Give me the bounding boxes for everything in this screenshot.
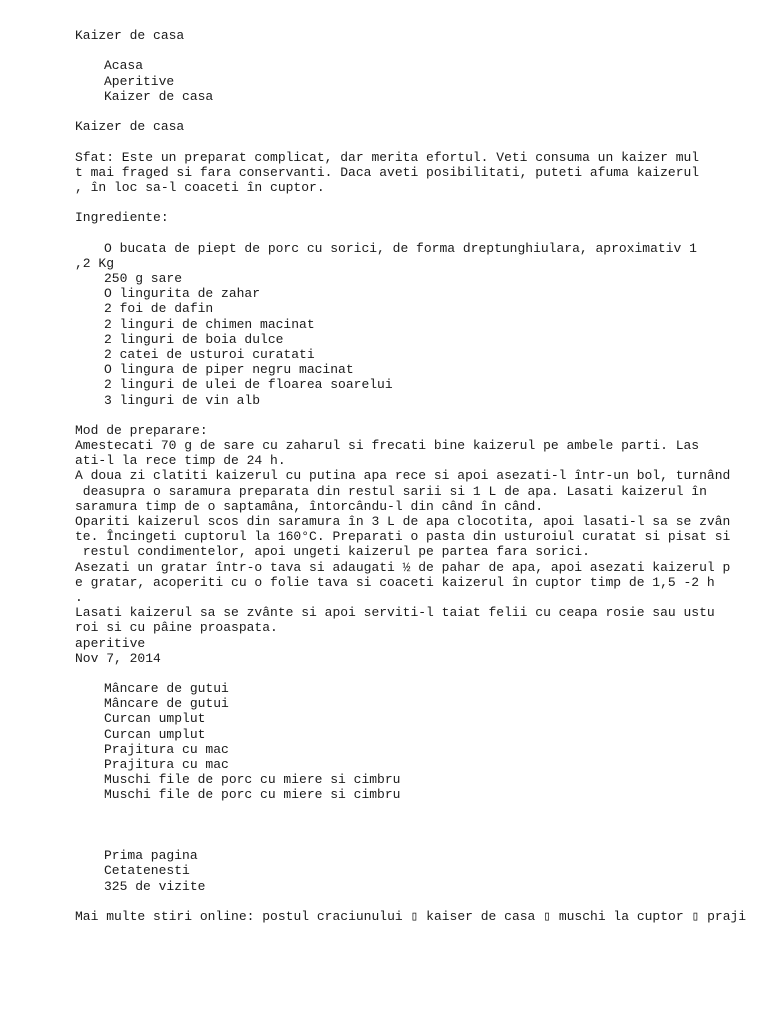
ingredient-item: 2 linguri de ulei de floarea soarelui <box>104 377 393 393</box>
related-articles <box>75 681 755 803</box>
related-article-link[interactable]: Prajitura cu mac <box>104 741 229 757</box>
method-label: Mod de preparare: <box>75 422 208 438</box>
ingredient-item-continuation: ,2 Kg <box>75 255 115 271</box>
method-text <box>75 438 755 635</box>
category-link[interactable]: aperitive <box>75 635 146 651</box>
more-news-row <box>75 909 755 924</box>
breadcrumb <box>75 58 755 104</box>
ingredient-item: 3 linguri de vin alb <box>104 392 261 408</box>
method-line: Asezati un gratar într-o tava si adaugati ½ de pahar de apa, apoi asezati kaizerul p <box>75 559 731 575</box>
more-news-link[interactable]: praji <box>707 908 747 924</box>
method-line: ati-l la rece timp de 24 h. <box>75 453 286 469</box>
related-article-link[interactable]: Mâncare de gutui <box>104 681 229 697</box>
ingredient-item: 2 linguri de chimen macinat <box>104 316 315 332</box>
method-line: Opariti kaizerul scos din saramura în 3 L de apa clocotita, apoi lasati-l sa se zvân <box>75 514 731 529</box>
ingredient-item: O lingurita de zahar <box>104 286 261 302</box>
more-news-label: Mai multe stiri online: <box>75 908 255 924</box>
method-line: A doua zi clatiti kaizerul cu putina apa rece si apoi asezati-l într-un bol, turnând <box>75 468 731 484</box>
ingredients-list <box>75 241 755 408</box>
visit-counter: 325 de vizite <box>104 878 206 894</box>
tip-line: t mai fraged si fara conservanti. Daca aveti posibilitati, puteti afuma kaizerul <box>75 164 700 180</box>
ingredient-item: 250 g sare <box>104 271 183 286</box>
ingredients-label: Ingrediente: <box>75 210 169 226</box>
method-line: roi si cu pâine proaspata. <box>75 620 278 636</box>
related-article-link[interactable]: Curcan umplut <box>104 711 206 727</box>
document-page <box>75 28 755 924</box>
related-article-link[interactable]: Prajitura cu mac <box>104 757 229 772</box>
related-article-link[interactable]: Curcan umplut <box>104 726 206 742</box>
method-line: Lasati kaizerul sa se zvânte si apoi serviti-l taiat felii cu ceapa rosie sau ustu <box>75 605 715 621</box>
method-line: deasupra o saramura preparata din restul sarii si 1 L de apa. Lasati kaizerul în <box>75 483 707 499</box>
article-heading: Kaizer de casa <box>75 119 185 135</box>
method-line: e gratar, acoperiti cu o folie tava si coaceti kaizerul în cuptor timp de 1,5 -2 h <box>75 574 715 590</box>
method-line: restul condimentelor, apoi ungeti kaizerul pe partea fara sorici. <box>75 544 590 560</box>
separator-box-icon: ▯ <box>691 908 700 924</box>
ingredient-item: 2 linguri de boia dulce <box>104 331 284 347</box>
tip-line: , în loc sa-l coaceti în cuptor. <box>75 179 325 195</box>
separator-box-icon: ▯ <box>410 908 419 924</box>
related-article-link[interactable]: Muschi file de porc cu miere si cimbru <box>104 772 401 788</box>
footer-section-link[interactable]: Cetatenesti <box>104 863 190 879</box>
method-line: saramura timp de o saptamâna, întorcându-l din când în când. <box>75 498 544 514</box>
method-line: te. Încingeti cuptorul la 160°C. Preparati o pasta din usturoiul curatat si pisat si <box>75 529 731 545</box>
page-title: Kaizer de casa <box>75 28 185 43</box>
method-line: . <box>75 589 83 605</box>
ingredient-item: 2 catei de usturoi curatati <box>104 346 315 362</box>
publish-date: Nov 7, 2014 <box>75 650 161 666</box>
breadcrumb-category-link[interactable]: Aperitive <box>104 73 175 89</box>
related-article-link[interactable]: Muschi file de porc cu miere si cimbru <box>104 787 401 803</box>
footer-home-link[interactable]: Prima pagina <box>104 848 198 864</box>
footer-nav <box>75 848 755 894</box>
related-article-link[interactable]: Mâncare de gutui <box>104 696 229 712</box>
ingredient-item: O bucata de piept de porc cu sorici, de forma dreptunghiulara, aproximativ 1 <box>104 240 697 256</box>
ingredient-item: O lingura de piper negru macinat <box>104 362 354 378</box>
separator-box-icon: ▯ <box>543 908 551 924</box>
breadcrumb-current: Kaizer de casa <box>104 88 214 104</box>
breadcrumb-home-link[interactable]: Acasa <box>104 58 144 74</box>
ingredient-item: 2 foi de dafin <box>104 301 214 317</box>
tip-line: Sfat: Este un preparat complicat, dar merita efortul. Veti consuma un kaizer mul <box>75 149 700 165</box>
more-news-link[interactable]: kaiser de casa <box>426 908 536 924</box>
more-news-link[interactable]: muschi la cuptor <box>558 908 684 924</box>
tip-paragraph <box>75 150 755 196</box>
more-news-link[interactable]: postul craciunului <box>262 908 403 924</box>
method-line: Amestecati 70 g de sare cu zaharul si frecati bine kaizerul pe ambele parti. Las <box>75 438 700 454</box>
